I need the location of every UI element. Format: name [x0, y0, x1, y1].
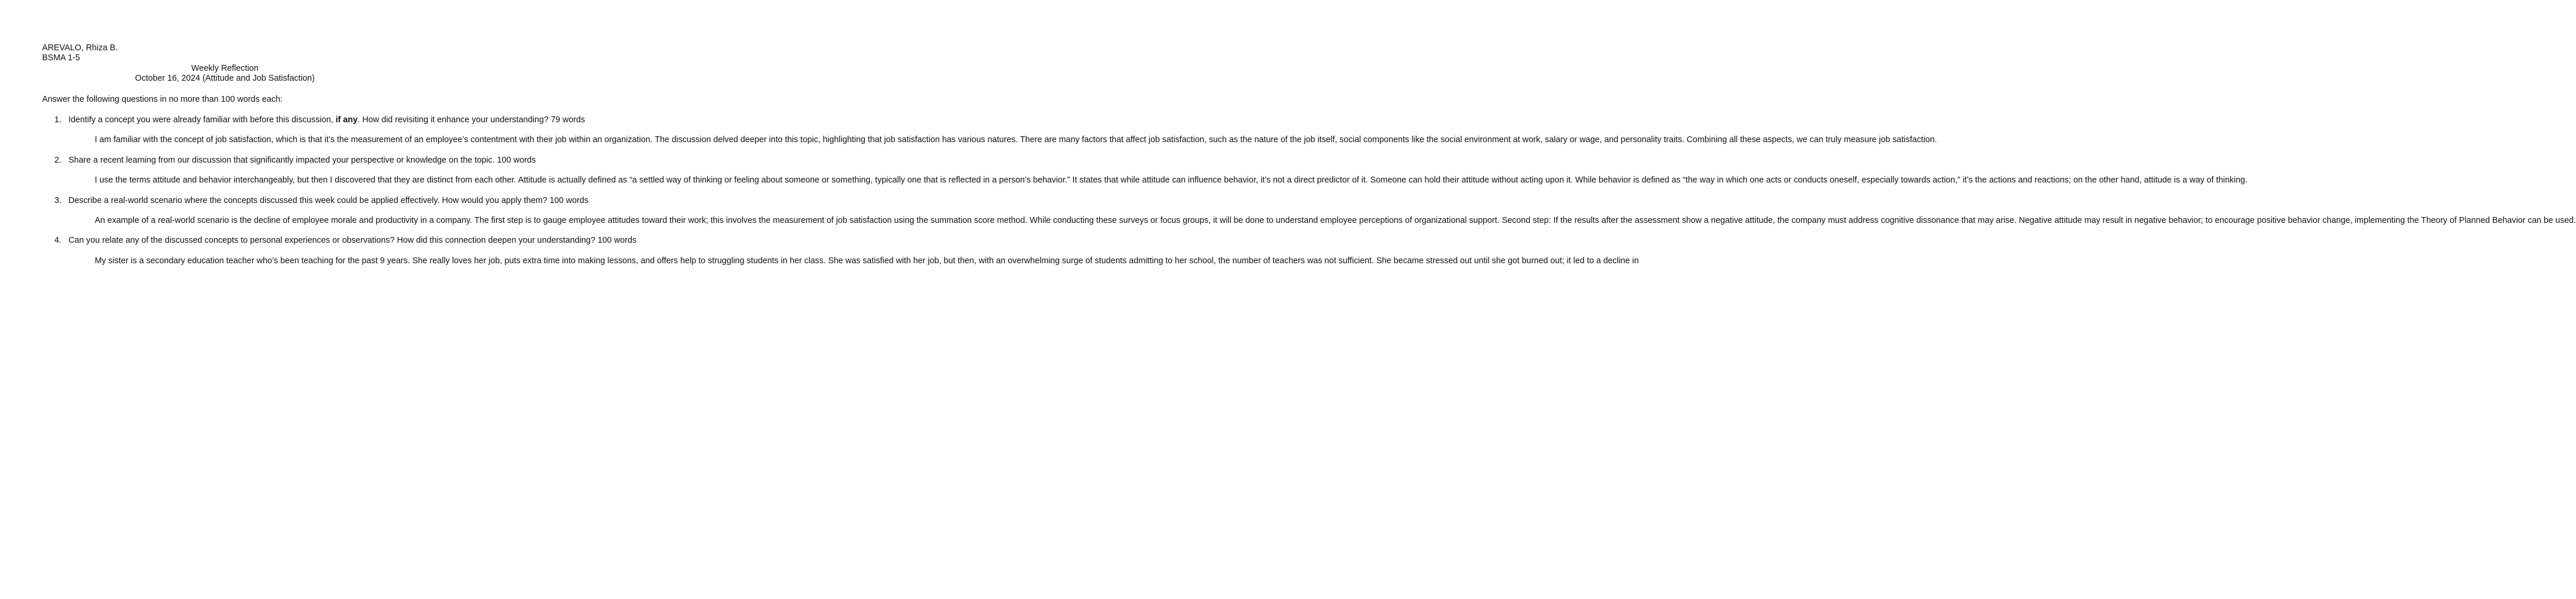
document-date-topic: October 16, 2024 (Attitude and Job Satisfaction)	[135, 74, 315, 84]
question-item-1	[42, 115, 1937, 146]
answer-paragraph: I am familiar with the concept of job satisfaction, which is that it’s the measurement of an employee’s contentment with their job within an organization. The discussion delved deeper into this topic, highlighting that job satisfaction has various natures. There are many factors that affect job satisfaction, such as the nature of the job itself, social components like the social environment at work, salary or wage, and personality traits. Combining all these aspects, we can truly measure job satisfaction.	[95, 135, 1937, 145]
question-text-bold: if any	[335, 115, 358, 125]
answer-paragraph: I use the terms attitude and behavior interchangeably, but then I discovered that they are distinct from each other. Attitude is actually defined as “a settled way of thinking or feeling about someone or something, typically one that is reflected in a person’s behavior.” It states that while attitude can influence behavior, it’s not a direct predictor of it. Someone can hold their attitude without acting upon it. While behavior is defined as “the way in which one acts or conducts oneself, especially towards action,” it’s the actions and reactions; on the other hand, attitude is a way of thinking.	[95, 175, 2248, 185]
question-text-part: . How did revisiting it enhance your understanding? 79 words	[357, 115, 586, 125]
question-text: Can you relate any of the discussed concepts to personal experiences or observations? How did this connection deepen your understanding? 100 words	[68, 236, 637, 246]
answer-paragraph: An example of a real-world scenario is the decline of employee morale and productivity in a company. The first step is to gauge employee attitudes toward their work; this involves the measurement of job satisfaction using the summation score method. While conducting these surveys or focus groups, it will be done to understand employee perceptions of organizational support. Second step: If the results after the assessment show a negative attitude, the company must address cognitive dissonance that may arise. Negative attitude may result in negative behavior; to encourage positive behavior change, implementing the Theory of Planned Behavior can be used.	[95, 216, 2576, 226]
question-number: 3.	[54, 195, 62, 205]
question-list	[42, 115, 2576, 266]
instructions: Answer the following questions in no more than 100 words each:	[42, 94, 283, 104]
question-item-3	[42, 195, 2576, 226]
question-text	[68, 115, 586, 125]
question-text: Describe a real-world scenario where the concepts discussed this week could be applied effectively. How would you apply them? 100 words	[68, 195, 588, 205]
question-item-2	[42, 155, 2248, 186]
question-number: 2.	[54, 155, 62, 165]
answer-paragraph: My sister is a secondary education teacher who’s been teaching for the past 9 years. She really loves her job, puts extra time into making lessons, and offers help to struggling students in her class. She was satisfied with her job, but then, with an overwhelming surge of students admitting to her school, the number of teachers was not sufficient. She became stressed out until she got burned out; it led to a decline in	[95, 256, 1639, 266]
question-text: Share a recent learning from our discussion that significantly impacted your perspective or knowledge on the topic. 100 words	[68, 155, 536, 165]
student-section: BSMA 1-5	[42, 53, 80, 63]
student-name: AREVALO, Rhiza B.	[42, 43, 118, 53]
question-text-part: Identify a concept you were already familiar with before this discussion,	[68, 115, 336, 125]
question-number: 4.	[54, 236, 62, 246]
document-body	[42, 43, 2576, 276]
document-title: Weekly Reflection	[191, 63, 259, 73]
question-item-4	[42, 236, 1639, 266]
question-number: 1.	[54, 115, 62, 125]
